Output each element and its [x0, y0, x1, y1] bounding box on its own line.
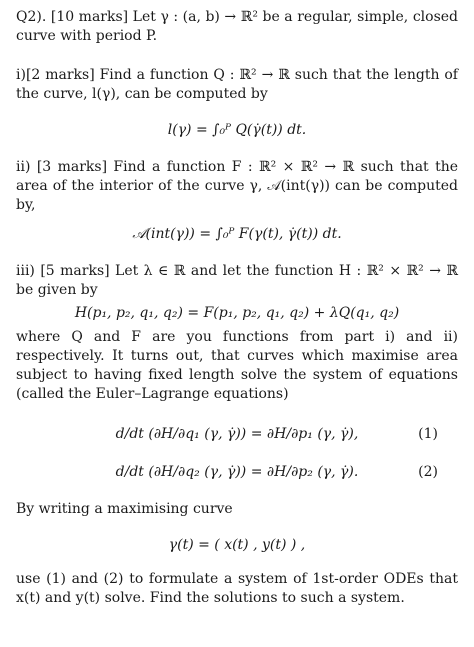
final-instructions: use (1) and (2) to formulate a system of 1st-order ODEs that x(t) and y(t) solve. Find the solutions to such a system. [16, 571, 458, 606]
part-i-text: i)[2 marks] Find a function Q : ℝ² → ℝ such that the length of the curve, l(γ), can be computed by [16, 67, 458, 102]
euler-lagrange-eq1 [0, 424, 474, 444]
intro-text: Q2). [10 marks] Let γ : (a, b) → ℝ² be a regular, simple, closed curve with period P. [16, 9, 458, 44]
eq2-number: (2) [418, 464, 438, 480]
gamma-vector-equation: γ(t) = ( x(t) , y(t) ) , [168, 537, 306, 553]
where-text: where Q and F are you functions from part i) and ii) respectively. It turns out, that curves which maximise area subject to having fixed length solve the system of equations (called the Euler–Lagrange equations) [16, 329, 458, 402]
eq1-number: (1) [418, 426, 438, 442]
euler-lagrange-eq2 [0, 462, 474, 482]
part-ii-text: ii) [3 marks] Find a function F : ℝ² × ℝ² → ℝ such that the area of the interior of the curve γ, 𝒜(int(γ)) can be computed by, [16, 159, 458, 213]
eq2-body: d/dt (∂H/∂q₂ (γ, γ̇)) = ∂H/∂p₂ (γ, γ̇). [115, 464, 359, 480]
hamiltonian-equation: H(p₁, p₂, q₁, q₂) = F(p₁, p₂, q₁, q₂) + λQ(q₁, q₂) [74, 305, 400, 321]
by-writing-text: By writing a maximising curve [16, 501, 233, 517]
eq1-body: d/dt (∂H/∂q₁ (γ, γ̇)) = ∂H/∂p₁ (γ, γ̇), [115, 426, 359, 442]
length-equation: l(γ) = ∫₀ᴾ Q(γ̇(t)) dt. [167, 122, 307, 138]
area-equation: 𝒜(int(γ)) = ∫₀ᴾ F(γ(t), γ̇(t)) dt. [132, 226, 342, 242]
part-iii-text: iii) [5 marks] Let λ ∈ ℝ and let the function H : ℝ² × ℝ² → ℝ be given by [16, 263, 458, 298]
